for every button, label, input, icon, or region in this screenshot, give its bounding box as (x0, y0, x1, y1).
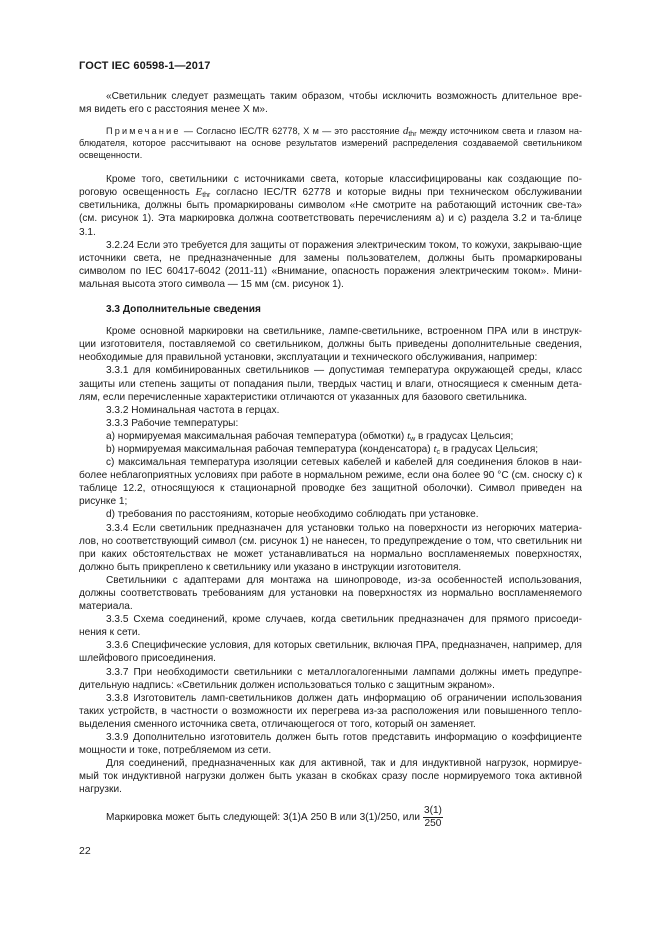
item-a-text-1: a) нормируемая максимальная рабочая температура (обмотки) (106, 430, 408, 442)
quote-line-2: мя видеть его с расстояния менее X м». (79, 104, 268, 116)
quote-paragraph (79, 90, 582, 116)
paragraph-connections: Для соединений, предназначенных как для активной, так и для индуктивной нагрузок, нормируе-мый ток индуктивной нагрузки должен быть указан в скобках сразу после нормируемого тока активной нагрузки. (79, 758, 582, 796)
paragraph-3-2-24: 3.2.24 Если это требуется для защиты от поражения электрическим током, то кожухи, закрываю-щие источники света, не предназначенные для замены пользователем, должны быть промаркированы символом по IEC 60417-6042 (2011-11) «Внимание, опасность поражения электрическим током». Мини-мальная высота этого символа — 15 мм (см. рисунок 1). (79, 239, 582, 290)
marking-paragraph (79, 805, 582, 830)
paragraph-3-3-5: 3.3.5 Схема соединений, кроме случаев, когда светильник предназначен для прямого присоеди-нения к сети. (79, 614, 582, 639)
note-symbol-sub: thr (408, 131, 417, 139)
item-b-symbol-sub: c (436, 448, 441, 456)
list-item-b (79, 443, 582, 456)
note-paragraph (79, 125, 582, 161)
page-number: 22 (79, 845, 91, 857)
paragraph-3-3-9: 3.3.9 Дополнительно изготовитель должен быть готов представить информацию о коэффициенте мощности и токе, потребляемом из сети. (79, 732, 582, 757)
paragraph-intro: Кроме основной маркировки на светильнике, лампе-светильнике, встроенном ПРА или в инструк-ции изготовителя, поставляемой со светильником, должны быть приведены дополнительные сведения, необходимые для правильной установки, эксплуатации и технического обслуживания, например: (79, 326, 582, 364)
item-a-symbol: t (407, 429, 411, 442)
document-header: ГОСТ IEC 60598-1—2017 (79, 60, 211, 72)
fraction-denominator: 250 (424, 817, 442, 829)
threshold-paragraph (79, 173, 582, 238)
marking-text: Маркировка может быть следующей: 3(1)А 250 В или 3(1)/250, или (106, 811, 420, 823)
paragraph-3-3-6: 3.3.6 Специфические условия, для которых светильник, включая ПРА, предназначен, например, для шлейфового присоединения. (79, 640, 582, 665)
item-a-text-2: в градусах Цельсия; (415, 430, 514, 442)
fraction-numerator: 3(1) (423, 804, 442, 816)
list-item-c: c) максимальная температура изоляции сетевых кабелей и кабелей для соединения блоков в наи-более неблагоприятных условиях при работе в нормальном режиме, если она более 90 °С (см. сноску с) к таблице 12.2, относящуюся к стационарной проводке без защитной оболочки). Символ приведен на рисунке 1; (79, 457, 582, 508)
document-body (79, 90, 582, 840)
item-b-text-1: b) нормируемая максимальная рабочая температура (конденсатора) (106, 443, 434, 455)
note-text-1: — Согласно IEC/TR 62778, X м — это расстояние (180, 126, 403, 137)
note-text-rest: блюдателя, которое рассчитывают на основе результатов измерений распределения создаваемой светильником освещенности. (79, 138, 582, 161)
paragraph-3-3-2: 3.3.2 Номинальная частота в герцах. (106, 404, 280, 416)
threshold-text-2: согласно IEC/TR 62778 и которые видны при техническом обслуживании светильника, должны быть промаркированы символом «Не смотрите на работающий источник све-та» (см. рисунок 1). Эта маркировка должна соответствовать перечислениям а) и с) раздела 3.2 и та-блице 3.1. (79, 187, 582, 238)
paragraph-3-3-7: 3.3.7 При необходимости светильники с металлогалогенными лампами должны иметь предупре-дительную надпись: «Светильник должен использоваться только с защитным экраном». (79, 666, 582, 691)
paragraph-adapters: Светильники с адаптерами для монтажа на шинопроводе, из-за особенностей использования, должны соответствовать требованиям для установки на поверхностях из нормально воспламеняемого материала. (79, 574, 582, 613)
paragraph-3-3-4: 3.3.4 Если светильник предназначен для установки только на поверхности из негорючих материа-лов, но соответствующий символ (см. рисунок 1) не нанесен, то предупреждение о том, что светильник ни при каких обстоятельствах не может устанавливаться на нормально воспламеняемых поверхностях, должно быть прикреплено к светильнику или указано в инструкции изготовителя. (79, 522, 582, 573)
threshold-text-1: Кроме того, светильники с источниками света, которые классифицированы как создающие по-роговую освещенность (79, 174, 582, 199)
note-label: Примечание (106, 126, 181, 137)
quote-line-1: «Светильник следует размещать таким образом, чтобы исключить возможность длительное вре- (106, 91, 582, 102)
item-b-symbol: t (433, 442, 437, 455)
threshold-symbol: E (195, 186, 203, 199)
note-symbol: d (402, 125, 409, 138)
paragraph-3-3-1: 3.3.1 для комбинированных светильников — допустимая температура окружающей среды, класс защиты или степень защиты от попадания пыли, твердых частиц и влаги, относящиеся к сменным дета-лям, если перечисленные характеристики отличаются от указанных для базового светильника. (79, 365, 582, 403)
list-item-a (79, 430, 582, 443)
list-item-d: d) требования по расстояниям, которые необходимо соблюдать при установке. (106, 509, 479, 521)
threshold-symbol-sub: thr (202, 192, 211, 200)
paragraph-3-3-8: 3.3.8 Изготовитель ламп-светильников должен дать информацию об ограничении использования таких устройств, в частности о возможности их перегрева из-за расположения или повышенного тепло-выделения сменного источника света, отличающегося от того, который он заменяет. (79, 692, 582, 730)
section-heading-3-3: 3.3 Дополнительные сведения (106, 304, 261, 316)
note-text-2: между источником света и глазом на- (416, 126, 582, 137)
item-b-text-2: в градусах Цельсия; (440, 443, 539, 455)
item-a-symbol-sub: w (410, 435, 416, 443)
paragraph-3-3-3: 3.3.3 Рабочие температуры: (106, 417, 239, 429)
marking-fraction (423, 805, 443, 830)
